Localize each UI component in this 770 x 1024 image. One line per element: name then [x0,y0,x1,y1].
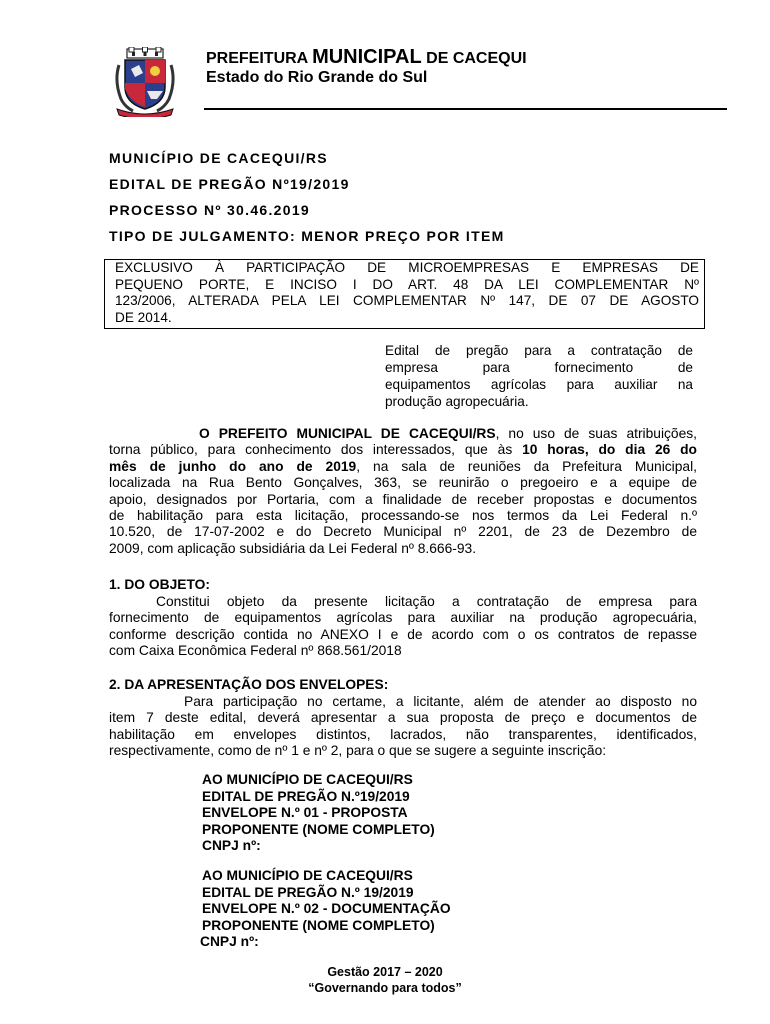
coat-of-arms-icon [113,47,177,117]
paragraph-line: conforme descrição contida no ANEXO I e de acordo com o os contratos de repasse [109,626,697,642]
envelope-line: PROPONENTE (NOME COMPLETO) [202,821,435,837]
paragraph-line: fornecimento de equipamentos agrícolas para auxiliar na produção agropecuária, [109,610,697,626]
paragraph-line: O PREFEITO MUNICIPAL DE CACEQUI/RS, no uso de suas atribuições, [199,426,698,441]
title-processo: PROCESSO Nº 30.46.2019 [109,202,311,218]
section-heading-objeto: 1. DO OBJETO: [109,577,210,592]
paragraph-line: com Caixa Econômica Federal nº 868.561/2018 [109,643,402,659]
ementa-line: equipamentos agrícolas para auxiliar na [385,377,693,392]
header-divider [204,108,727,110]
edital-titles [109,148,505,252]
ementa-line: empresa para fornecimento de [385,360,693,375]
paragraph-line: respectivamente, como de nº 1 e nº 2, para o que se sugere a seguinte inscrição: [109,743,607,759]
header-subtitle: Estado do Rio Grande do Sul [206,69,428,86]
envelope-1-label [202,772,435,855]
title-julgamento: TIPO DE JULGAMENTO: MENOR PREÇO POR ITEM [109,228,505,244]
footer-gestao: Gestão 2017 – 2020 [327,965,443,979]
ementa-line: produção agropecuária. [385,394,529,409]
envelope-2-label [202,868,451,951]
section-objeto-body [109,594,697,660]
envelope-line: ENVELOPE N.º 02 - DOCUMENTAÇÃO [202,901,451,916]
envelope-line: AO MUNICÍPIO DE CACEQUI/RS [202,868,413,883]
paragraph-line: 10.520, de 17-07-2002 e do Decreto Municipal nº 2201, de 23 de Dezembro de [109,524,697,540]
ementa-line: Edital de pregão para a contratação de [385,343,693,358]
paragraph-line: de habilitação para esta licitação, processando-se nos termos da Lei Federal n.º [109,507,697,523]
notice-line: EXCLUSIVO À PARTICIPAÇÃO DE MICROEMPRESAS E EMPRESAS DE [115,260,699,275]
paragraph-line: Constitui objeto da presente licitação a contratação de empresa para [156,594,697,609]
paragraph-line: mês de junho do ano de 2019, na sala de reuniões da Prefeitura Municipal, [109,458,697,474]
paragraph-line: 2009, com aplicação subsidiária da Lei Federal nº 8.666-93. [109,540,477,556]
notice-line: DE 2014. [115,309,172,325]
paragraph-line: torna público, para conhecimento dos interessados, que às 10 horas, do dia 26 do [109,442,697,458]
envelope-line: AO MUNICÍPIO DE CACEQUI/RS [202,772,413,787]
preamble-paragraph [109,426,697,557]
envelope-line: CNPJ nº: [200,934,259,949]
ementa [385,342,693,410]
title-edital: EDITAL DE PREGÃO Nº19/2019 [109,176,350,192]
title-municipio: MUNICÍPIO DE CACEQUI/RS [109,150,328,166]
paragraph-line: Para participação no certame, a licitante, além de atender ao disposto no [184,694,697,709]
notice-line: 123/2006, ALTERADA PELA LEI COMPLEMENTAR Nº 147, DE 07 DE AGOSTO [115,293,699,308]
exclusivity-notice-box [104,259,705,329]
paragraph-line: localizada na Rua Bento Gonçalves, 363, se reunirão o pregoeiro e a equipe de [109,475,697,491]
paragraph-line: apoio, designados por Portaria, com a finalidade de receber propostas e documentos [109,491,697,507]
header-title: PREFEITURA MUNICIPAL DE CACEQUI [206,46,527,68]
envelope-line: EDITAL DE PREGÃO N.º 19/2019 [202,884,414,900]
envelope-line: EDITAL DE PREGÃO N.º19/2019 [202,788,410,804]
section-heading-envelopes: 2. DA APRESENTAÇÃO DOS ENVELOPES: [109,677,389,692]
paragraph-line: item 7 deste edital, deverá apresentar a sua proposta de preço e documentos de [109,710,697,726]
envelope-line: ENVELOPE N.º 01 - PROPOSTA [202,805,408,820]
envelope-line: CNPJ nº: [202,838,261,853]
notice-line: PEQUENO PORTE, E INCISO I DO ART. 48 DA LEI COMPLEMENTAR Nº [115,276,699,292]
footer-slogan: “Governando para todos” [308,981,462,995]
envelope-line: PROPONENTE (NOME COMPLETO) [202,917,435,933]
paragraph-line: habilitação em envelopes distintos, lacrados, não transparentes, identificados, [109,726,697,742]
section-envelopes-body [109,694,697,760]
